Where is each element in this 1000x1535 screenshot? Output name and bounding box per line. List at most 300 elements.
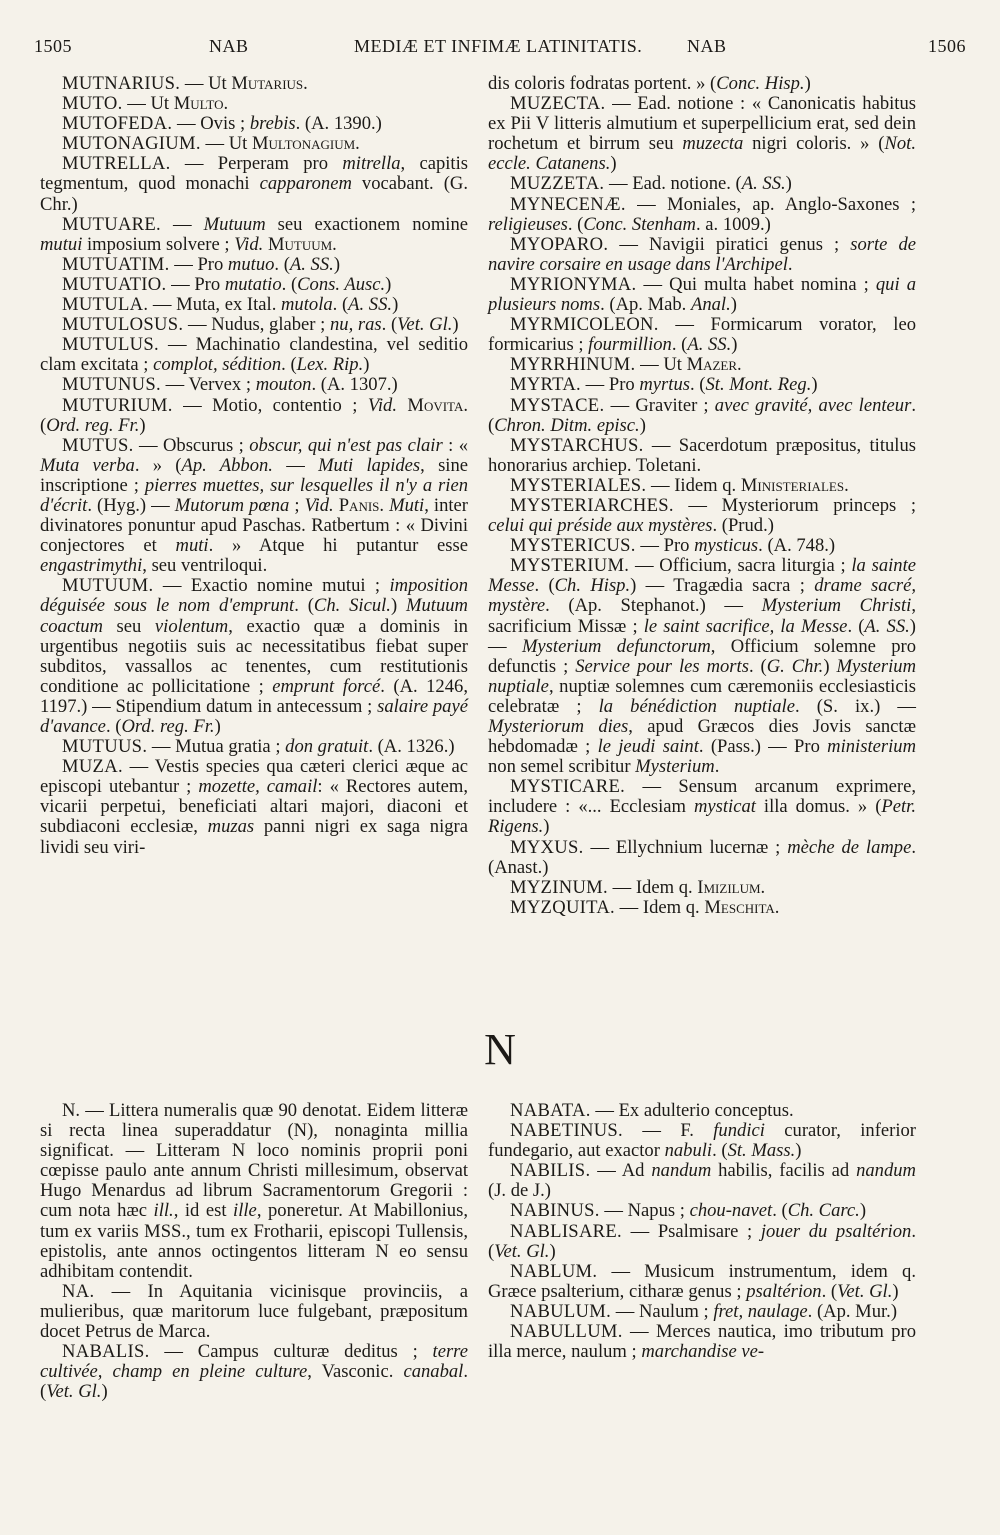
- entry-text: , sacrificium Missæ ;: [488, 595, 917, 637]
- dictionary-entry: [488, 174, 916, 194]
- column-right-top: [488, 74, 916, 918]
- page-number-right: 1506: [928, 36, 966, 56]
- entry-headword: MYRRHINUM.: [510, 354, 636, 376]
- entry-text: ): [795, 1140, 802, 1162]
- dictionary-entry: [40, 134, 468, 154]
- entry-text: ): [610, 153, 617, 175]
- italic-gloss: Mutorum pœna: [174, 494, 290, 516]
- dictionary-entry: [40, 1342, 468, 1402]
- entry-text: — Idem q.: [607, 876, 698, 898]
- italic-gloss: chou-navet: [689, 1200, 773, 1222]
- dictionary-entry: [488, 476, 916, 496]
- entry-headword: MYRMICOLEON.: [510, 314, 659, 336]
- entry-text: —: [160, 213, 204, 235]
- dictionary-entry: [488, 898, 916, 918]
- cross-reference: Mutuum: [267, 233, 333, 255]
- entry-headword: MYSTERIARCHES.: [510, 494, 674, 516]
- dictionary-entry: [40, 255, 468, 275]
- entry-text: ): [543, 816, 550, 838]
- italic-gloss: psaltérion: [746, 1280, 822, 1302]
- entry-headword: NABULLUM.: [510, 1321, 623, 1343]
- italic-gloss: Ch. Hisp.: [554, 575, 631, 597]
- italic-gloss: salaire payé d'avance: [40, 695, 468, 737]
- dictionary-entry: [488, 838, 916, 878]
- dictionary-entry: [488, 396, 916, 436]
- italic-gloss: Mutuum: [203, 213, 266, 235]
- dictionary-entry: [40, 396, 468, 436]
- entry-text: . (: [748, 655, 767, 677]
- entry-text: imposium solvere ;: [82, 233, 235, 255]
- entry-text: — Sensum arcanum exprimere, includere : «... Ecclesiam: [488, 776, 916, 818]
- entry-text: — Naulum ;: [611, 1300, 714, 1322]
- dictionary-entry: [488, 1322, 916, 1362]
- italic-gloss: Chron. Ditm. episc.: [494, 414, 640, 436]
- entry-headword: MUTO.: [62, 93, 123, 115]
- italic-gloss: Conc. Hisp.: [716, 73, 805, 94]
- italic-gloss: mutola: [281, 294, 333, 316]
- italic-gloss: Vet. Gl.: [494, 1240, 550, 1262]
- italic-gloss: violentum: [154, 615, 229, 637]
- entry-text: ): [730, 294, 737, 316]
- italic-gloss: Muta verba: [40, 454, 135, 476]
- entry-text: N. — Littera numeralis quæ 90 denotat. Eidem litteræ si recta linea superaddatur (N), nonaginta millia significat. — Litteram N loco nominis proprii poni cœpisse paulo ante annum Christi millesimum, observat Hugo Menardus ad librum Sacramentorum Gregorii : cum nota hæc: [40, 1100, 468, 1222]
- entry-headword: NABILIS.: [510, 1160, 591, 1182]
- dictionary-entry: [40, 94, 468, 114]
- italic-gloss: terre cultivée, champ en pleine culture: [40, 1341, 468, 1383]
- italic-gloss: Vet. Gl.: [837, 1280, 893, 1302]
- italic-gloss: Mysterium defunctorum: [521, 635, 711, 657]
- italic-gloss: mozette, camail: [198, 776, 318, 798]
- entry-text: — Formicarum vorator, leo formicarius ;: [488, 314, 916, 356]
- entry-text: — Musicum instrumentum, idem q. Græce psalterium, citharæ genus ;: [488, 1260, 916, 1302]
- italic-gloss: A. SS.: [864, 615, 910, 637]
- entry-text: .: [355, 133, 360, 155]
- entry-headword: MYZQUITA.: [510, 896, 616, 918]
- italic-gloss: Mysteriorum dies: [488, 716, 629, 737]
- entry-text: . » (: [134, 454, 182, 476]
- italic-gloss: fret, naulage: [713, 1300, 808, 1322]
- entry-text: . (: [40, 394, 468, 436]
- entry-headword: NA.: [62, 1280, 95, 1302]
- italic-gloss: Ch. Sicul.: [313, 595, 391, 617]
- entry-text: .: [787, 253, 793, 275]
- entry-text: . » Atque hi putantur esse: [208, 535, 468, 557]
- entry-text: , poneretur. At Mabillonius, tum ex variis MSS., tum ex Frotharii, episcopi Tullensis, epistolis, ante annos octingentos litteram N eo sensu adhibitam contendit.: [40, 1200, 468, 1282]
- italic-gloss: ille: [233, 1200, 257, 1222]
- entry-text: — Motio, contentio ;: [172, 394, 368, 416]
- italic-gloss: Mysterium: [635, 756, 715, 778]
- entry-text: ): [731, 334, 738, 356]
- dictionary-entry: [488, 536, 916, 556]
- entry-headword: MYSTICARE.: [510, 776, 626, 798]
- column-right-bottom: [488, 1101, 916, 1362]
- entry-text: ): [452, 314, 459, 336]
- dictionary-entry: [488, 777, 916, 837]
- entry-text: illa domus. » (: [755, 796, 882, 818]
- dictionary-entry: [488, 1121, 916, 1161]
- entry-text: , inter divinatores ponuntur apud Paschas. Ratbertum : « Divini conjectores et: [40, 494, 468, 557]
- italic-gloss: canabal: [403, 1361, 464, 1383]
- dictionary-entry: [40, 154, 468, 214]
- entry-text: , Vasconic.: [307, 1361, 404, 1383]
- dictionary-entry: [40, 335, 468, 375]
- column-left-top: [40, 74, 468, 858]
- cross-reference: Movita: [407, 394, 464, 416]
- dictionary-entry: [40, 114, 468, 134]
- entry-headword: NABINUS.: [510, 1200, 600, 1222]
- dictionary-entry: [488, 94, 916, 174]
- italic-gloss: mutui: [40, 233, 83, 255]
- italic-gloss: mutuo: [227, 253, 275, 275]
- entry-text: — Ovis ;: [172, 113, 250, 135]
- entry-headword: MYNECENÆ.: [510, 193, 626, 215]
- entry-headword: NABALIS.: [62, 1341, 150, 1363]
- dictionary-entry: [488, 1201, 916, 1221]
- italic-gloss: le saint sacrifice, la Messe: [643, 615, 848, 637]
- entry-text: : « Rectores autem, vicarii perpetui, beneficiati altari majori, diaconi et subdiaconi ecclesiæ,: [40, 776, 468, 838]
- entry-text: — Ut: [635, 354, 687, 376]
- entry-text: ) — Tragædia sacra ;: [630, 575, 815, 597]
- dictionary-entry: [40, 1282, 468, 1342]
- entry-headword: MYRIONYMA.: [510, 273, 637, 295]
- cross-reference: Mazer: [686, 354, 738, 376]
- italic-gloss: St. Mont. Reg.: [705, 374, 812, 396]
- italic-gloss: marchandise ve-: [641, 1341, 765, 1363]
- dictionary-entry: [488, 195, 916, 235]
- entry-headword: MUZA.: [62, 756, 123, 778]
- entry-text: habilis, facilis ad: [711, 1160, 857, 1182]
- entry-headword: NABETINUS.: [510, 1120, 624, 1142]
- entry-text: . (: [274, 253, 290, 275]
- entry-text: — Ad: [590, 1160, 652, 1182]
- italic-gloss: mouton: [255, 374, 312, 396]
- italic-gloss: obscur, qui n'est pas clair: [249, 434, 443, 456]
- entry-text: — Ut: [200, 133, 252, 155]
- italic-gloss: nu, ras: [329, 314, 382, 336]
- entry-text: , sine inscriptione ;: [40, 454, 469, 496]
- entry-text: — F.: [623, 1120, 714, 1142]
- entry-text: seu: [103, 615, 155, 637]
- italic-gloss: fourmillion: [588, 334, 672, 356]
- entry-text: . (Prud.): [712, 515, 774, 537]
- italic-gloss: nandum: [856, 1160, 916, 1182]
- entry-text: — Graviter ;: [604, 394, 715, 416]
- dictionary-entry: [488, 355, 916, 375]
- entry-headword: MYRTA.: [510, 374, 581, 396]
- italic-gloss: emprunt forcé: [272, 675, 381, 697]
- entry-text: . (Pass.) — Pro: [698, 736, 828, 758]
- entry-headword: MUTULA.: [62, 294, 149, 316]
- entry-text: — Ead. notione : « Canonicatis habitus ex Pii V litteris almutium et superpellicium erat, sed dein rochetum et birrum seu: [488, 93, 916, 155]
- entry-text: . (: [294, 595, 314, 617]
- entry-text: . (A. 1307.): [311, 374, 398, 396]
- italic-gloss: muti: [175, 535, 209, 557]
- italic-gloss: imposition déguisée sous le nom d'emprunt: [40, 575, 468, 617]
- entry-text: — Pro: [581, 374, 640, 396]
- running-header: [34, 36, 966, 62]
- entry-headword: MYZINUM.: [510, 876, 608, 898]
- entry-text: ): [333, 253, 341, 275]
- italic-gloss: mysticat: [693, 796, 756, 818]
- dictionary-entry: [488, 878, 916, 898]
- italic-gloss: ministerium: [827, 736, 916, 758]
- cross-reference: Ministeriales: [740, 474, 845, 496]
- running-title: MEDIÆ ET INFIMÆ LATINITATIS.: [354, 36, 643, 56]
- entry-headword: MUTUNUS.: [62, 374, 161, 396]
- italic-gloss: celui qui préside aux mystères: [488, 515, 713, 537]
- entry-text: non semel scribitur: [488, 756, 636, 778]
- entry-text: , Officium solemne pro defunctis ;: [488, 635, 916, 677]
- italic-gloss: muzas: [207, 816, 255, 838]
- entry-text: nigri coloris. » (: [743, 133, 885, 155]
- entry-text: vocabant. (G. Chr.): [40, 173, 468, 215]
- entry-text: ): [392, 294, 399, 316]
- entry-text: .: [774, 896, 780, 918]
- italic-gloss: muzecta: [682, 133, 744, 155]
- italic-gloss: G. Chr.: [766, 655, 824, 677]
- entry-text: ): [639, 414, 646, 436]
- italic-gloss: A. SS.: [348, 294, 393, 316]
- entry-headword: MUZECTA.: [510, 93, 606, 115]
- entry-headword: MUTRELLA.: [62, 153, 171, 175]
- dictionary-entry: [488, 1262, 916, 1302]
- italic-gloss: Not. eccle. Catanens.: [488, 133, 916, 175]
- entry-text: ): [385, 273, 392, 295]
- entry-text: . (A. 1246, 1197.) — Stipendium datum in antecessum ;: [40, 675, 468, 717]
- italic-gloss: A. SS.: [687, 334, 732, 356]
- italic-gloss: Cons. Ausc.: [297, 273, 386, 295]
- entry-text: ): [804, 73, 811, 94]
- entry-text: .: [737, 354, 742, 376]
- entry-text: . (: [847, 615, 865, 637]
- entry-text: — Sacerdotum præpositus, titulus honorarius archiep. Toletani.: [488, 434, 916, 476]
- italic-gloss: engastrimythi: [40, 555, 143, 577]
- dictionary-entry: [488, 1101, 916, 1121]
- dictionary-entry: [488, 1222, 916, 1262]
- italic-gloss: Ord. reg. Fr.: [46, 414, 140, 436]
- dictionary-entry: [40, 295, 468, 315]
- dictionary-entry: [488, 436, 916, 476]
- entry-text: — Nudus, glaber ;: [183, 314, 330, 336]
- entry-text: ): [892, 1280, 899, 1302]
- entry-headword: MYSTARCHUS.: [510, 434, 644, 456]
- entry-text: . (: [381, 314, 398, 336]
- dictionary-entry: [40, 215, 468, 255]
- entry-text: , capitis tegmentum, quod monachi: [40, 153, 468, 195]
- entry-headword: MYSTERICUS.: [510, 535, 636, 557]
- italic-gloss: Conc. Stenham: [583, 213, 696, 235]
- italic-gloss: ill.: [153, 1200, 174, 1222]
- entry-text: . (: [488, 1220, 916, 1262]
- cross-reference: Panis: [338, 494, 380, 516]
- entry-headword: MUTUATIM.: [62, 253, 170, 275]
- entry-text: . (: [567, 213, 584, 235]
- entry-text: ): [549, 1240, 556, 1262]
- entry-headword: MUTUATIO.: [62, 273, 167, 295]
- entry-text: . (: [332, 294, 349, 316]
- entry-text: — Merces nautica, imo tributum pro illa merce, naulum ;: [488, 1321, 916, 1363]
- italic-gloss: nabuli: [664, 1140, 713, 1162]
- entry-text: . (: [690, 374, 706, 396]
- entry-text: seu exactionem nomine: [265, 213, 469, 235]
- entry-text: , id est: [173, 1200, 234, 1222]
- entry-text: — Qui multa habet nomina ;: [636, 273, 876, 295]
- italic-gloss: Anal.: [690, 294, 731, 316]
- entry-text: . (: [105, 716, 122, 737]
- entry-headword: NABLUM.: [510, 1260, 598, 1282]
- italic-gloss: Mysterium nuptiale: [488, 655, 916, 697]
- entry-text: — Officium, sacra liturgia ;: [629, 555, 852, 577]
- italic-gloss: Mysterium Christi: [761, 595, 912, 617]
- italic-gloss: jouer du psaltérion: [760, 1220, 912, 1242]
- entry-text: ): [390, 595, 406, 617]
- entry-headword: MUTNARIUS.: [62, 73, 181, 94]
- entry-text: [397, 395, 407, 416]
- italic-gloss: le jeudi saint: [597, 736, 699, 758]
- entry-text: .: [223, 93, 229, 115]
- entry-text: ): [785, 173, 792, 195]
- entry-text: ): [363, 354, 370, 376]
- entry-text: . (: [281, 354, 297, 376]
- entry-text: . (: [488, 394, 916, 436]
- italic-gloss: A. SS.: [741, 173, 786, 195]
- italic-gloss: qui a plusieurs noms: [488, 273, 916, 316]
- entry-headword: NABLISARE.: [510, 1220, 622, 1242]
- entry-text: . (Ap. Mab.: [600, 294, 691, 316]
- entry-text: , exactio quæ a dominis in urgentibus negotiis suis ac necessitatibus fiebat super subditos, vassallos ac tenentes, cum restitutionis conditione ac pollicitatione ;: [40, 615, 468, 697]
- entry-text: —: [272, 454, 319, 476]
- italic-gloss: sorte de navire corsaire en usage dans l'Archipel: [488, 233, 916, 275]
- entry-headword: MYOPARO.: [510, 233, 609, 255]
- entry-headword: MUTURIUM.: [62, 394, 173, 416]
- entry-text: — Navigii piratici genus ;: [608, 233, 851, 255]
- italic-gloss: brebis: [249, 113, 296, 135]
- entry-text: ): [101, 1381, 108, 1403]
- cross-reference: Mutarius: [231, 73, 304, 94]
- italic-gloss: avec gravité, avec lenteur: [714, 394, 912, 416]
- italic-gloss: Vid.: [304, 494, 334, 516]
- italic-gloss: mysticus: [694, 535, 759, 557]
- entry-text: — Vestis species qua cæteri clerici æque ac episcopi utebantur ;: [40, 756, 468, 798]
- entry-text: — Idem q.: [615, 896, 705, 918]
- italic-gloss: Service pour les morts: [575, 655, 749, 677]
- dictionary-entry: [488, 235, 916, 275]
- italic-gloss: mutatio: [224, 273, 282, 295]
- italic-gloss: complot, sédition: [153, 354, 282, 376]
- guide-word-left: NAB: [209, 36, 249, 56]
- dictionary-entry: [488, 74, 916, 94]
- entry-text: — Ut: [122, 93, 174, 115]
- entry-text: — Machinatio clandestina, vel seditio clam excitata ;: [40, 334, 468, 376]
- italic-gloss: Muti: [389, 494, 425, 516]
- entry-text: . (: [40, 1361, 468, 1403]
- entry-text: dis coloris fodratas portent. » (: [488, 73, 717, 94]
- entry-text: .: [844, 474, 849, 496]
- entry-text: — Ellychnium lucernæ ;: [583, 836, 788, 858]
- entry-headword: MUTUARE.: [62, 213, 161, 235]
- entry-text: — In Aquitania vicinisque provinciis, a mulieribus, quæ maritorum luce fulgebant, præpositum docet Petrus de Marca.: [40, 1280, 468, 1343]
- italic-gloss: A. SS.: [289, 253, 334, 275]
- entry-text: ): [214, 716, 221, 737]
- italic-gloss: Vet. Gl.: [397, 314, 453, 336]
- italic-gloss: Ord. reg. Fr.: [121, 716, 215, 737]
- entry-text: .: [303, 73, 308, 94]
- entry-text: — Pro: [166, 273, 225, 295]
- entry-text: — Perperam pro: [170, 153, 343, 175]
- entry-text: — Obscurus ;: [133, 434, 250, 456]
- entry-text: — Exactio nomine mutui ;: [153, 575, 390, 597]
- entry-text: , seu ventriloqui.: [142, 555, 268, 577]
- entry-text: .: [714, 756, 720, 778]
- dictionary-entry: [40, 1101, 468, 1282]
- entry-text: ): [859, 1200, 867, 1222]
- entry-text: , nuptiæ solemnes cum cæremoniis ecclesiasticis celebratæ ;: [488, 675, 916, 717]
- entry-headword: MUTUUS.: [62, 736, 148, 758]
- entry-text: — Muta, ex Ital.: [148, 294, 281, 316]
- entry-headword: MUTULOSUS.: [62, 314, 184, 336]
- italic-gloss: myrtus: [639, 374, 690, 396]
- dictionary-entry: [40, 436, 468, 577]
- entry-text: . (: [671, 334, 688, 356]
- column-left-bottom: [40, 1101, 468, 1402]
- entry-text: curator, inferior fundegario, aut exactor: [488, 1120, 916, 1162]
- entry-text: — Iidem q.: [646, 474, 741, 496]
- entry-text: . (S. ix.) —: [794, 695, 916, 717]
- entry-text: .: [760, 876, 766, 898]
- entry-text: — Moniales, ap. Anglo-Saxones ;: [625, 193, 916, 215]
- entry-text: ;: [289, 494, 305, 516]
- page-number-left: 1505: [34, 36, 72, 56]
- dictionary-entry: [488, 315, 916, 355]
- entry-headword: MYSTERIALES.: [510, 474, 647, 496]
- dictionary-entry: [40, 757, 468, 857]
- guide-word-right: NAB: [687, 36, 727, 56]
- entry-text: . (A. 1326.): [368, 736, 455, 758]
- italic-gloss: Vid.: [234, 233, 264, 255]
- entry-text: . (Anast.): [488, 836, 916, 878]
- entry-text: — Campus culturæ deditus ;: [149, 1341, 433, 1363]
- dictionary-entry: [488, 1302, 916, 1322]
- dictionary-entry: [40, 576, 468, 737]
- entry-text: . (A. 748.): [758, 535, 836, 557]
- cross-reference: Multonagium: [251, 133, 356, 155]
- dictionary-entry: [40, 315, 468, 335]
- entry-headword: MUTONAGIUM.: [62, 133, 201, 155]
- entry-headword: MUTUUM.: [62, 575, 154, 597]
- entry-text: — Ut: [180, 73, 232, 94]
- entry-text: — Ex adulterio conceptus.: [590, 1100, 794, 1121]
- entry-headword: MUTOFEDA.: [62, 113, 173, 135]
- entry-text: panni nigri ex saga nigra lividi seu viri-: [40, 816, 468, 858]
- dictionary-entry: [40, 737, 468, 757]
- entry-text: ): [823, 655, 837, 677]
- dictionary-entry: [488, 375, 916, 395]
- italic-gloss: Vet. Gl.: [46, 1381, 102, 1403]
- entry-text: . (Hyg.) —: [87, 494, 175, 516]
- italic-gloss: fundici: [713, 1120, 765, 1142]
- entry-headword: MYSTACE.: [510, 394, 605, 416]
- italic-gloss: pierres muettes, sur lesquelles il n'y a rien d'écrit: [40, 474, 469, 516]
- entry-text: — Mutua gratia ;: [147, 736, 286, 758]
- entry-text: — Pro: [169, 253, 228, 275]
- entry-text: : «: [442, 434, 468, 456]
- cross-reference: Imizilum: [697, 876, 761, 898]
- entry-text: . (Ap. Stephanot.) —: [545, 595, 762, 617]
- entry-text: . (A. 1390.): [295, 113, 382, 135]
- italic-gloss: St. Mass.: [727, 1140, 796, 1162]
- italic-gloss: Ap. Abbon.: [181, 454, 273, 476]
- entry-text: — Napus ;: [599, 1200, 690, 1222]
